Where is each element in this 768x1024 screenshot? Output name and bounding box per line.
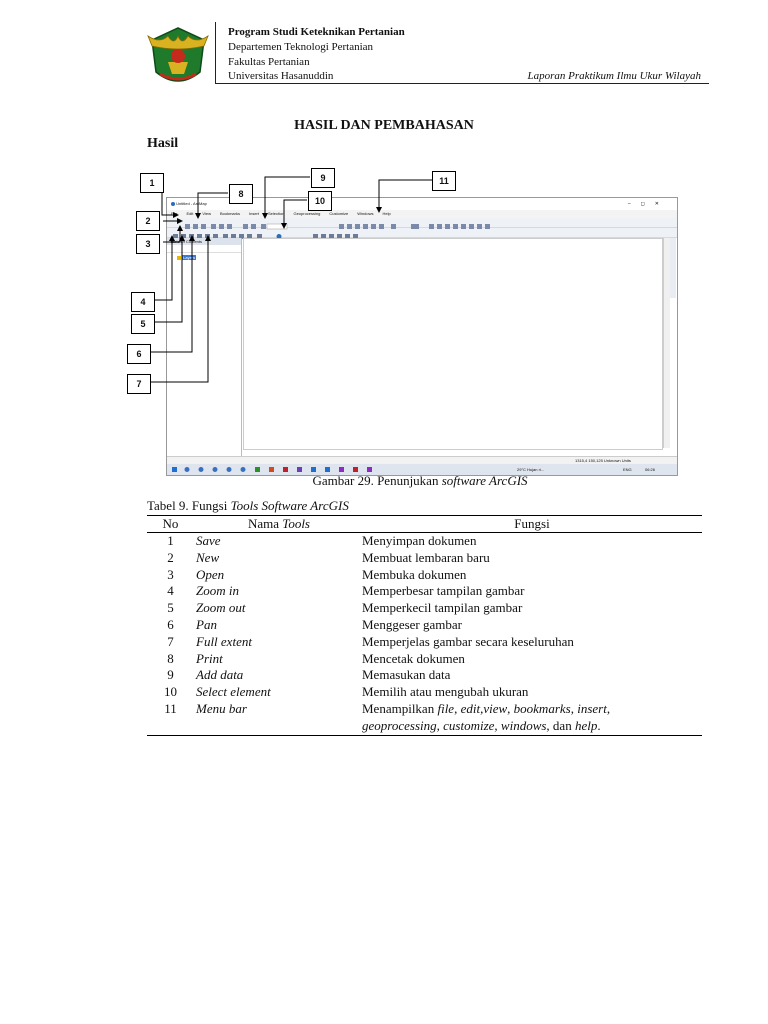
cell-no: 10: [164, 684, 177, 700]
menu-item-edit[interactable]: Edit: [186, 211, 194, 216]
fn-italic: windows: [500, 717, 547, 733]
cell-name: [194, 684, 362, 701]
header-report-title: Laporan Praktikum Ilmu Ukur Wilayah: [527, 70, 701, 82]
fn-text: Menampilkan: [362, 700, 438, 716]
tools-table: [147, 515, 702, 736]
cell-name-text: Print: [196, 650, 223, 666]
caption-prefix: Gambar 29. Penunjukan: [312, 473, 442, 488]
header-department: Departemen Teknologi Pertanian: [228, 41, 374, 53]
fn-italic: file: [437, 700, 455, 716]
cell-name: [194, 617, 362, 634]
callout-8: 8: [229, 184, 253, 204]
cell-no: 9: [167, 667, 174, 683]
table-row: [147, 634, 702, 651]
toc-title: Table Of Contents: [167, 238, 241, 245]
fn-text: , dan: [546, 717, 575, 733]
fn-italic: insert: [577, 700, 607, 716]
header-faculty: Fakultas Pertanian: [228, 56, 310, 68]
cell-function: Mencetak dokumen: [362, 650, 465, 666]
table-caption-italic: Tools Software ArcGIS: [230, 498, 349, 513]
cell-function: Membuat lembaran baru: [362, 549, 490, 565]
toc-layer[interactable]: Layers: [183, 255, 196, 260]
table-row: [147, 600, 702, 617]
cell-name: [194, 667, 362, 684]
menu-item-bookmarks[interactable]: Bookmarks: [219, 211, 240, 216]
callout-4: 4: [131, 292, 155, 312]
fn-text: ,: [454, 700, 461, 716]
table-caption: [147, 498, 349, 514]
cell-name-text: Pan: [196, 616, 217, 632]
caption-italic: software ArcGIS: [441, 473, 528, 488]
callout-5: 5: [131, 314, 155, 334]
cell-name: [194, 600, 362, 617]
callout-2: 2: [136, 211, 160, 231]
cell-name: [194, 583, 362, 600]
menu-item-geoprocessing[interactable]: Geoprocessing: [293, 211, 321, 216]
menu-item-help[interactable]: Help: [382, 211, 391, 216]
cell-name-text: New: [196, 549, 220, 565]
cell-name: [194, 701, 362, 735]
menu-item-customize[interactable]: Customize: [329, 211, 349, 216]
taskbar-time[interactable]: 06:26: [645, 467, 656, 472]
cell-name-text: Select element: [196, 684, 271, 700]
cell-no: 7: [167, 633, 174, 649]
cell-function: Memperbesar tampilan gambar: [362, 583, 525, 599]
callout-arrows: [0, 0, 768, 480]
menu-item-view[interactable]: View: [202, 211, 211, 216]
section-title: HASIL DAN PEMBAHASAN: [294, 118, 474, 133]
header-name-prefix: Nama: [247, 516, 283, 531]
cell-name: [194, 634, 362, 651]
cell-no: 1: [167, 533, 174, 548]
cell-function: Memperkecil tampilan gambar: [362, 600, 523, 616]
table-row: [147, 651, 702, 668]
cell-function: Menyimpan dokumen: [362, 533, 477, 548]
callout-7: 7: [127, 374, 151, 394]
fn-italic: bookmarks: [513, 700, 571, 716]
fn-italic: customize: [443, 717, 495, 733]
cell-function: Memasukan data: [362, 667, 451, 683]
cell-name: [194, 550, 362, 567]
callout-3: 3: [136, 234, 160, 254]
menu-item-insert[interactable]: Insert: [248, 211, 259, 216]
table-row: [147, 617, 702, 634]
cell-name-text: Zoom in: [196, 583, 239, 599]
cell-function: Membuka dokumen: [362, 566, 467, 582]
cell-function: [362, 701, 702, 735]
cell-name: [194, 651, 362, 668]
window-title: Untitled - ArcMap: [176, 201, 207, 206]
cell-function: Memilih atau mengubah ukuran: [362, 684, 529, 700]
cell-name: [194, 567, 362, 584]
fn-text: ,: [570, 700, 578, 716]
cell-name-text: Zoom out: [196, 600, 246, 616]
cell-no: 2: [167, 549, 174, 565]
status-coordinates: 1315,4 150,125 Unknown Units: [575, 458, 631, 463]
fn-text: ,: [436, 717, 444, 733]
header-no: No: [147, 516, 194, 533]
cell-no: 3: [167, 566, 174, 582]
fn-text: ,: [606, 700, 611, 716]
cell-name-text: Full extent: [196, 633, 252, 649]
fn-text: ,: [507, 700, 514, 716]
cell-name-text: Open: [196, 566, 225, 582]
table-row: [147, 550, 702, 567]
table-row: [147, 667, 702, 684]
fn-italic: edit,view: [460, 700, 508, 716]
table-caption-prefix: Tabel 9. Fungsi: [147, 498, 231, 513]
cell-name-text: Add data: [196, 667, 244, 683]
callout-11: 11: [432, 171, 456, 191]
figure-caption: [0, 473, 768, 489]
header-name: [194, 516, 362, 533]
cell-name-text: Menu bar: [196, 700, 247, 716]
menu-item-windows[interactable]: Windows: [357, 211, 374, 216]
cell-no: 4: [167, 583, 174, 599]
menu-item-file[interactable]: File: [171, 211, 178, 216]
cell-name-text: Save: [196, 533, 221, 548]
table-row: [147, 567, 702, 584]
table-header-row: [147, 516, 702, 533]
callout-9: 9: [311, 168, 335, 188]
menu-item-selection[interactable]: Selection: [268, 211, 285, 216]
taskbar-language[interactable]: ENG: [623, 467, 632, 472]
table-row: [147, 684, 702, 701]
header-program: Program Studi Keteknikan Pertanian: [228, 26, 405, 38]
fn-italic: help: [574, 717, 598, 733]
cell-name: [194, 533, 362, 550]
callout-10: 10: [308, 191, 332, 211]
table-row: [147, 533, 702, 550]
cell-no: 5: [167, 600, 174, 616]
cell-function: Menggeser gambar: [362, 616, 462, 632]
cell-no: 6: [167, 616, 174, 632]
taskbar-weather[interactable]: 29°C Hujan ri...: [517, 467, 545, 472]
cell-function: Memperjelas gambar secara keseluruhan: [362, 633, 574, 649]
header-function: Fungsi: [362, 516, 702, 533]
figure-arcgis: [0, 0, 768, 480]
fn-italic: geoprocessing: [362, 717, 437, 733]
cell-no: 8: [167, 650, 174, 666]
subsection-title: Hasil: [147, 136, 179, 151]
callout-6: 6: [127, 344, 151, 364]
fn-text: .: [597, 717, 601, 733]
table-row: [147, 701, 702, 735]
callout-1: 1: [140, 173, 164, 193]
fn-text: ,: [494, 717, 501, 733]
cell-no: 11: [147, 701, 194, 735]
header-university: Universitas Hasanuddin: [228, 70, 334, 82]
header-name-italic: Tools: [282, 516, 310, 531]
table-row: [147, 583, 702, 600]
window-controls-icon: –◻✕: [627, 201, 669, 207]
